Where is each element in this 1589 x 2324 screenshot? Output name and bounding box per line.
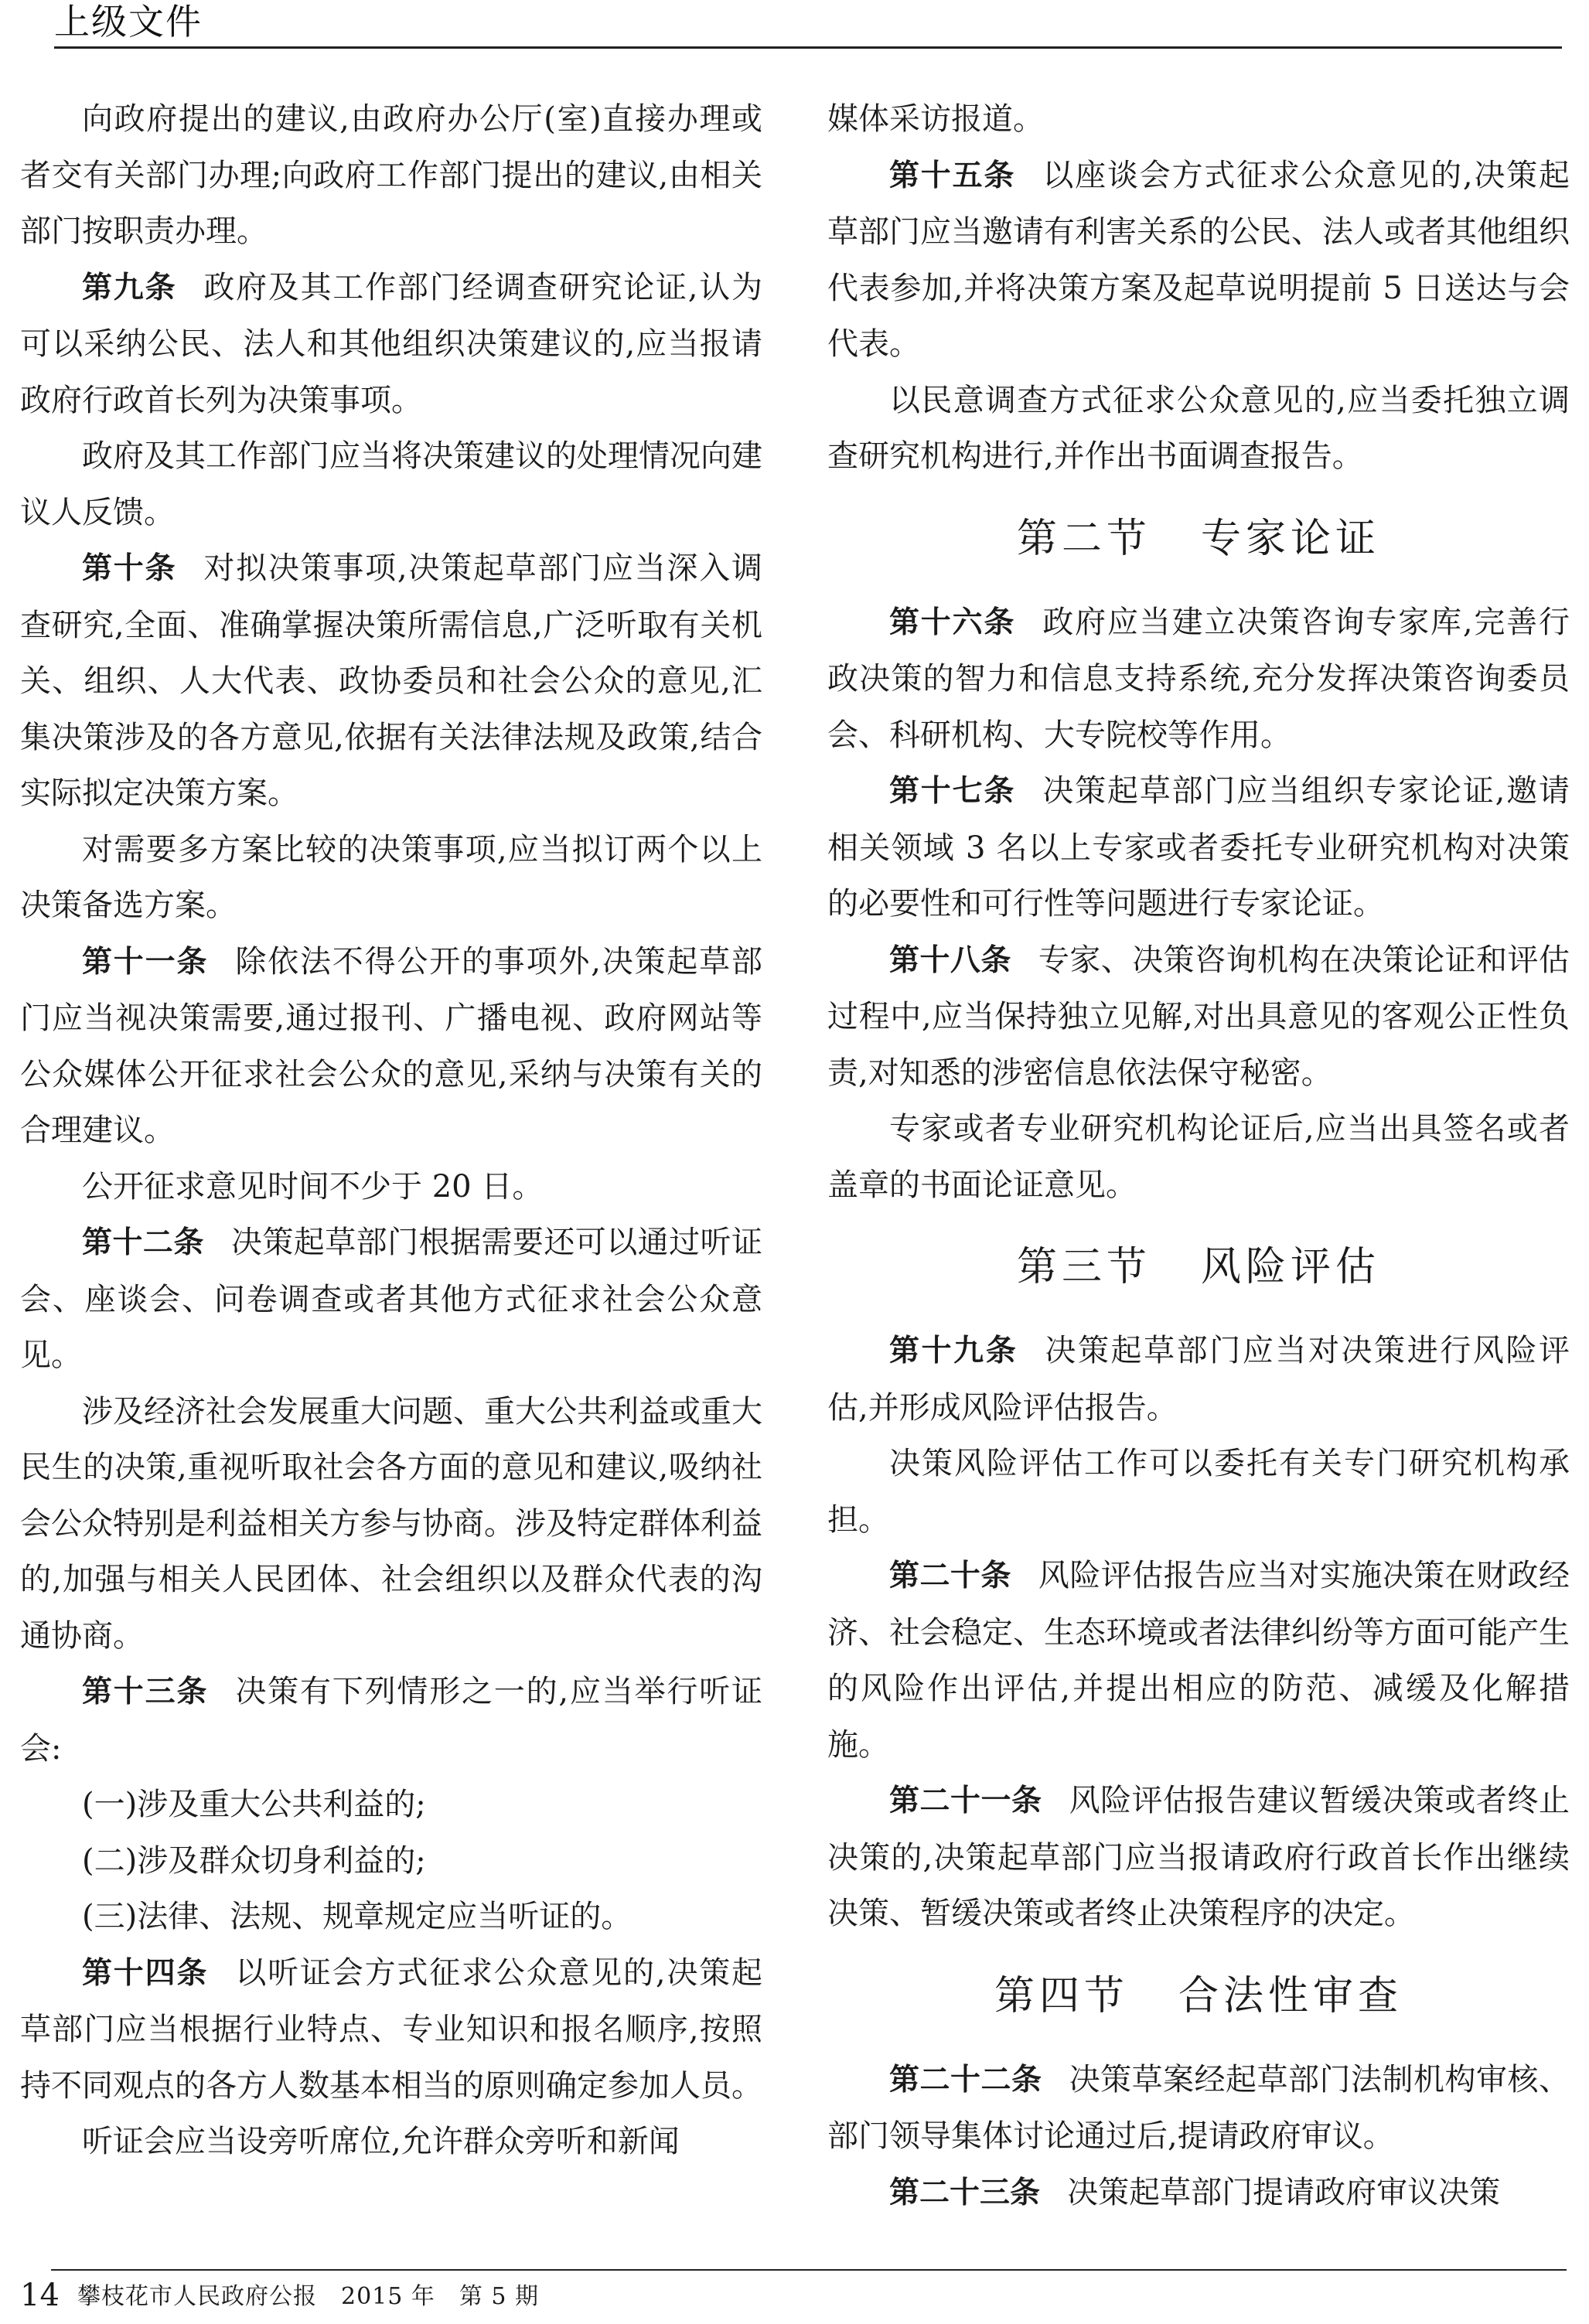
- article-paragraph: [20, 1945, 762, 2114]
- paragraph: [20, 1889, 762, 1945]
- paragraph: [827, 91, 1570, 148]
- paragraph-text: 政府应当建立决策咨询专家库,完善行政决策的智力和信息支持系统,充分发挥决策咨询委员会、科研机构、大专院校等作用。: [827, 604, 1570, 753]
- paragraph-text: 涉及经济社会发展重大问题、重大公共利益或重大民生的决策,重视听取社会各方面的意见和建议,吸纳社会公众特别是利益相关方参与协商。涉及特定群体利益的,加强与相关人民团体、社会组织以及群众代表的沟通协商。: [20, 1393, 762, 1654]
- page-number: 14: [20, 2278, 60, 2313]
- article-number: 第二十条: [889, 1559, 1011, 1593]
- section-heading: [827, 1230, 1570, 1304]
- paragraph-text: 决策起草部门应当组织专家论证,邀请相关领域 3 名以上专家或者委托专业研究机构对决策的必要性和可行性等问题进行专家论证。: [827, 773, 1570, 922]
- article-number: 第十二条: [82, 1225, 204, 1260]
- article-paragraph: [827, 932, 1570, 1102]
- paragraph-text: 决策草案经起草部门法制机构审核、部门领导集体讨论通过后,提请政府审议。: [827, 2061, 1570, 2154]
- paragraph: [827, 373, 1570, 485]
- article-number: 第十六条: [889, 605, 1016, 640]
- section-name: 专家论证: [1201, 515, 1381, 562]
- article-paragraph: [827, 1548, 1570, 1773]
- footer-rule: [51, 2269, 1567, 2271]
- paragraph: [20, 1384, 762, 1665]
- paragraph-text: 决策起草部门提请政府审议决策: [1067, 2174, 1501, 2210]
- paragraph: [20, 1159, 762, 1215]
- article-paragraph: [827, 148, 1570, 373]
- article-number: 第十九条: [889, 1334, 1018, 1368]
- article-number: 第十条: [82, 551, 177, 586]
- article-paragraph: [20, 934, 762, 1159]
- article-paragraph: [20, 1215, 762, 1384]
- paragraph-text: 政府及其工作部门应当将决策建议的处理情况向建议人反馈。: [20, 438, 762, 530]
- article-number: 第十八条: [889, 942, 1011, 978]
- article-number: 第十一条: [82, 944, 209, 980]
- paragraph: [20, 1777, 762, 1833]
- paragraph-text: (一)涉及重大公共利益的;: [82, 1787, 426, 1822]
- paragraph: [20, 1833, 762, 1890]
- paragraph-text: 决策有下列情形之一的,应当举行听证会:: [20, 1674, 762, 1767]
- article-number: 第十三条: [82, 1675, 209, 1709]
- article-paragraph: [827, 595, 1570, 764]
- paragraph-text: 向政府提出的建议,由政府办公厅(室)直接办理或者交有关部门办理;向政府工作部门提出的建议,由相关部门按职责办理。: [20, 101, 762, 249]
- article-paragraph: [20, 260, 762, 429]
- article-paragraph: [827, 1773, 1570, 1942]
- article-paragraph: [20, 1664, 762, 1777]
- article-number: 第二十一条: [889, 1784, 1042, 1818]
- paragraph-text: 听证会应当设旁听席位,允许群众旁听和新闻: [82, 2124, 680, 2159]
- paragraph-text: (三)法律、法规、规章规定应当听证的。: [82, 1899, 633, 1934]
- page-header: [54, 0, 1562, 48]
- paragraph-text: 除依法不得公开的事项外,决策起草部门应当视决策需要,通过报刊、广播电视、政府网站等公众媒体公开征求社会公众的意见,采纳与决策有关的合理建议。: [20, 943, 762, 1148]
- paragraph-text: 风险评估报告应当对实施决策在财政经济、社会稳定、生态环境或者法律纠纷等方面可能产生的风险作出评估,并提出相应的防范、减缓及化解措施。: [827, 1558, 1570, 1763]
- left-column: [20, 91, 762, 2170]
- paragraph-text: 专家或者专业研究机构论证后,应当出具签名或者盖章的书面论证意见。: [827, 1111, 1570, 1203]
- article-number: 第十五条: [889, 158, 1016, 193]
- article-paragraph: [20, 540, 762, 822]
- section-number: 第二节: [1016, 515, 1151, 562]
- section-number: 第四节: [994, 1972, 1129, 2019]
- paragraph-text: 以听证会方式征求公众意见的,决策起草部门应当根据行业特点、专业知识和报名顺序,按照持不同观点的各方人数基本相当的原则确定参加人员。: [20, 1954, 762, 2104]
- publication-info: 攀枝花市人民政府公报 2015 年 第 5 期: [77, 2283, 540, 2310]
- paragraph-text: 以民意调查方式征求公众意见的,应当委托独立调查研究机构进行,并作出书面调查报告。: [827, 382, 1570, 474]
- paragraph: [20, 428, 762, 540]
- paragraph-text: 公开征求意见时间不少于 20 日。: [82, 1168, 544, 1205]
- article-paragraph: [827, 1323, 1570, 1436]
- section-name: 合法性审查: [1178, 1972, 1403, 2019]
- header-title: 上级文件: [54, 1, 203, 43]
- paragraph-text: 专家、决策咨询机构在决策论证和评估过程中,应当保持独立见解,对出具意见的客观公正性负责,对知悉的涉密信息依法保守秘密。: [827, 942, 1570, 1091]
- paragraph: [827, 1101, 1570, 1213]
- article-number: 第十四条: [82, 1955, 209, 1991]
- article-number: 第二十二条: [889, 2062, 1042, 2097]
- page-footer: [20, 2269, 1567, 2315]
- paragraph-text: 决策风险评估工作可以委托有关专门研究机构承担。: [827, 1446, 1570, 1538]
- paragraph-text: 决策起草部门根据需要还可以通过听证会、座谈会、问卷调查或者其他方式征求社会公众意见。: [20, 1225, 762, 1373]
- article-paragraph: [827, 763, 1570, 932]
- right-column: [827, 91, 1570, 2221]
- paragraph-text: 政府及其工作部门经调查研究论证,认为可以采纳公民、法人和其他组织决策建议的,应当报请政府行政首长列为决策事项。: [20, 269, 762, 418]
- paragraph-text: 以座谈会方式征求公众意见的,决策起草部门应当邀请有利害关系的公民、法人或者其他组织代表参加,并将决策方案及起草说明提前 5 日送达与会代表。: [827, 157, 1570, 362]
- paragraph: [20, 91, 762, 260]
- article-number: 第十七条: [889, 774, 1016, 809]
- header-rule: [54, 46, 1562, 49]
- section-heading: [827, 1959, 1570, 2033]
- paragraph: [20, 822, 762, 934]
- article-number: 第二十三条: [889, 2175, 1041, 2210]
- article-paragraph: [827, 2052, 1570, 2165]
- paragraph-text: 对拟决策事项,决策起草部门应当深入调查研究,全面、准确掌握决策所需信息,广泛听取有关机关、组织、人大代表、政协委员和社会公众的意见,汇集决策涉及的各方意见,依据有关法律法规及政策,结合实际拟定决策方案。: [20, 550, 762, 811]
- section-name: 风险评估: [1201, 1244, 1381, 1290]
- paragraph-text: (二)涉及群众切身利益的;: [82, 1842, 426, 1879]
- paragraph: [20, 2114, 762, 2170]
- paragraph-text: 风险评估报告建议暂缓决策或者终止决策的,决策起草部门应当报请政府行政首长作出继续决策、暂缓决策或者终止决策程序的决定。: [827, 1783, 1570, 1931]
- paragraph: [827, 1436, 1570, 1548]
- article-paragraph: [827, 2165, 1570, 2222]
- paragraph-text: 媒体采访报道。: [827, 101, 1044, 137]
- paragraph-text: 决策起草部门应当对决策进行风险评估,并形成风险评估报告。: [827, 1333, 1570, 1426]
- paragraph-text: 对需要多方案比较的决策事项,应当拟订两个以上决策备选方案。: [20, 831, 762, 923]
- section-number: 第三节: [1016, 1244, 1151, 1290]
- article-number: 第九条: [82, 270, 177, 305]
- section-heading: [827, 502, 1570, 576]
